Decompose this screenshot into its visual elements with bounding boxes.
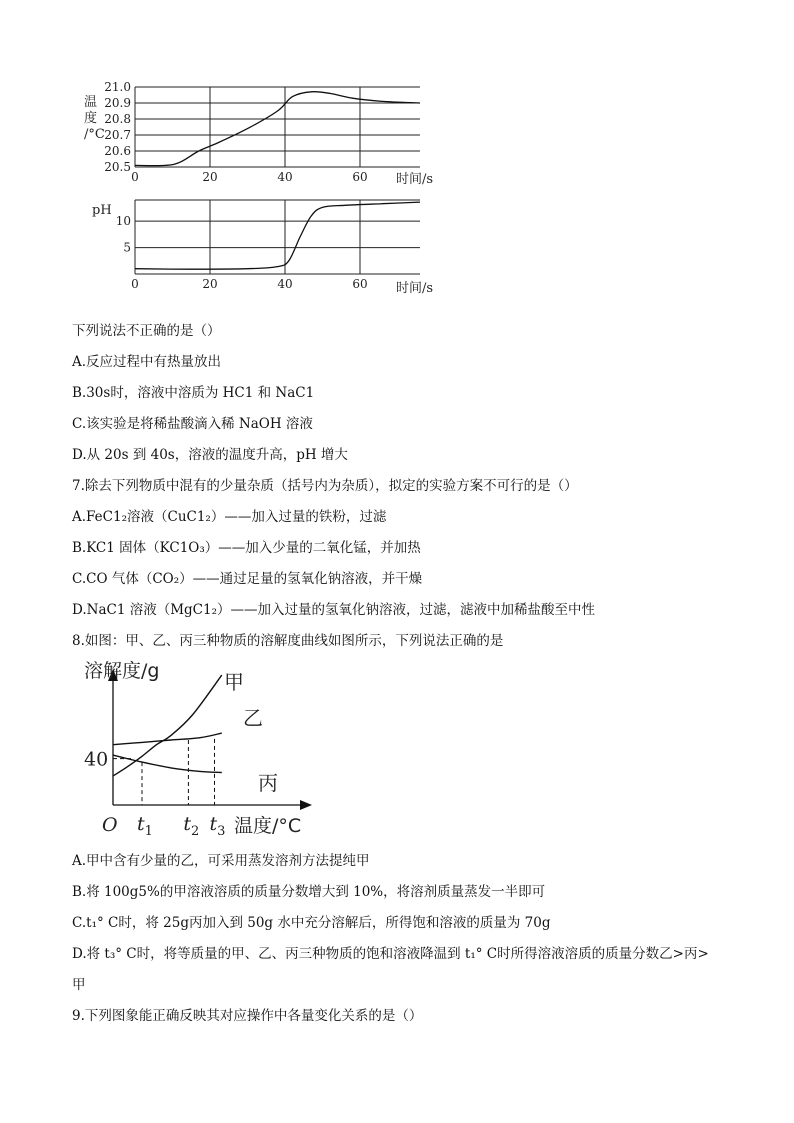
c1-ytick-1: 20.6 [104,144,131,158]
c1-xtick-3: 60 [352,170,368,184]
c3-curve-1 [113,675,222,776]
c3-xmark-t1: $t_1$ [137,813,153,839]
c1-ytick-4: 20.9 [104,96,131,110]
q7-option-a: A.FeC1₂溶液（CuC1₂）——加入过量的铁粉，过滤 [72,509,387,525]
q6-option-c: C.该实验是将稀盐酸滴入稀 NaOH 溶液 [72,416,313,432]
c1-ytick-3: 20.8 [104,112,131,126]
c2-ph-curve [135,202,420,269]
c1-ytick-0: 20.5 [104,160,131,174]
q9-stem: 9.下列图象能正确反映其对应操作中各量变化关系的是（） [72,1008,423,1024]
c1-ylabel-1: 温 [84,95,98,110]
temperature-chart [78,74,458,194]
c2-xlabel: 时间/s [396,281,434,296]
c3-xmark-t2: $t_2$ [183,813,200,839]
q7-option-d: D.NaC1 溶液（MgC1₂）——加入过量的氢氧化钠溶液，过滤，滤液中加稀盐酸至中性 [72,602,595,618]
q8-option-a: A.甲中含有少量的乙，可采用蒸发溶剂方法提纯甲 [72,853,370,869]
c3-curve-label-3: 丙 [258,771,278,795]
q8-stem: 8.如图：甲、乙、丙三种物质的溶解度曲线如图所示，下列说法正确的是 [72,633,504,649]
c2-xtick-0: 0 [131,277,139,291]
q8-option-c: C.t₁° C时，将 25g丙加入到 50g 水中充分溶解后，所得饱和溶液的质量为 70g [72,915,551,931]
c3-ytick-40: 40 [84,748,109,771]
c1-xtick-2: 40 [277,170,293,184]
c1-xlabel: 时间/s [396,172,434,187]
c2-ylabel: pH [92,203,112,218]
c2-xtick-1: 20 [202,277,218,291]
c3-curve-3 [113,755,222,772]
q8-option-b: B.将 100g5%的甲溶液溶质的质量分数增大到 10%，将溶剂质量蒸发一半即可 [72,884,546,900]
c3-x-axis-arrow [300,800,312,810]
c1-ylabel-3: /°C [84,127,105,142]
c2-xtick-2: 40 [277,277,293,291]
solubility-chart [78,655,338,840]
q7-option-b: B.KC1 固体（KC1O₃）——加入少量的二氧化锰，并加热 [72,540,421,556]
c1-xtick-0: 0 [131,170,139,184]
c3-curve-label-1: 甲 [224,670,244,694]
c3-origin-label: O [102,814,118,836]
q6-option-d: D.从 20s 到 40s，溶液的温度升高，pH 增大 [72,447,348,463]
c2-ytick-0: 5 [123,240,131,255]
c3-xmark-t3: $t_3$ [209,813,226,839]
c1-xtick-1: 20 [202,170,218,184]
c2-xtick-3: 60 [352,277,368,291]
q6-stem: 下列说法不正确的是（） [72,323,221,339]
c1-ytick-5: 21.0 [104,80,131,94]
q8-option-d: D.将 t₃° C时，将等质量的甲、乙、丙三种物质的饱和溶液降温到 t₁° C时所得溶液溶质的质量分数乙>丙> [72,946,709,962]
ph-chart [78,196,458,300]
q8-option-d-continued: 甲 [72,977,86,993]
q7-option-c: C.CO 气体（CO₂）——通过足量的氢氧化钠溶液，并干燥 [72,571,423,587]
c3-curve-label-2: 乙 [243,706,263,730]
q6-option-a: A.反应过程中有热量放出 [72,354,222,370]
q7-stem: 7.除去下列物质中混有的少量杂质（括号内为杂质），拟定的实验方案不可行的是（） [72,478,578,494]
c1-ytick-2: 20.7 [104,128,131,142]
c2-ytick-1: 10 [115,214,131,229]
c1-ylabel-2: 度 [84,111,98,126]
q6-option-b: B.30s时，溶液中溶质为 HC1 和 NaC1 [72,385,315,401]
c3-xlabel: 温度/°C [234,815,302,837]
c3-ylabel: 溶解度/g [84,660,160,682]
